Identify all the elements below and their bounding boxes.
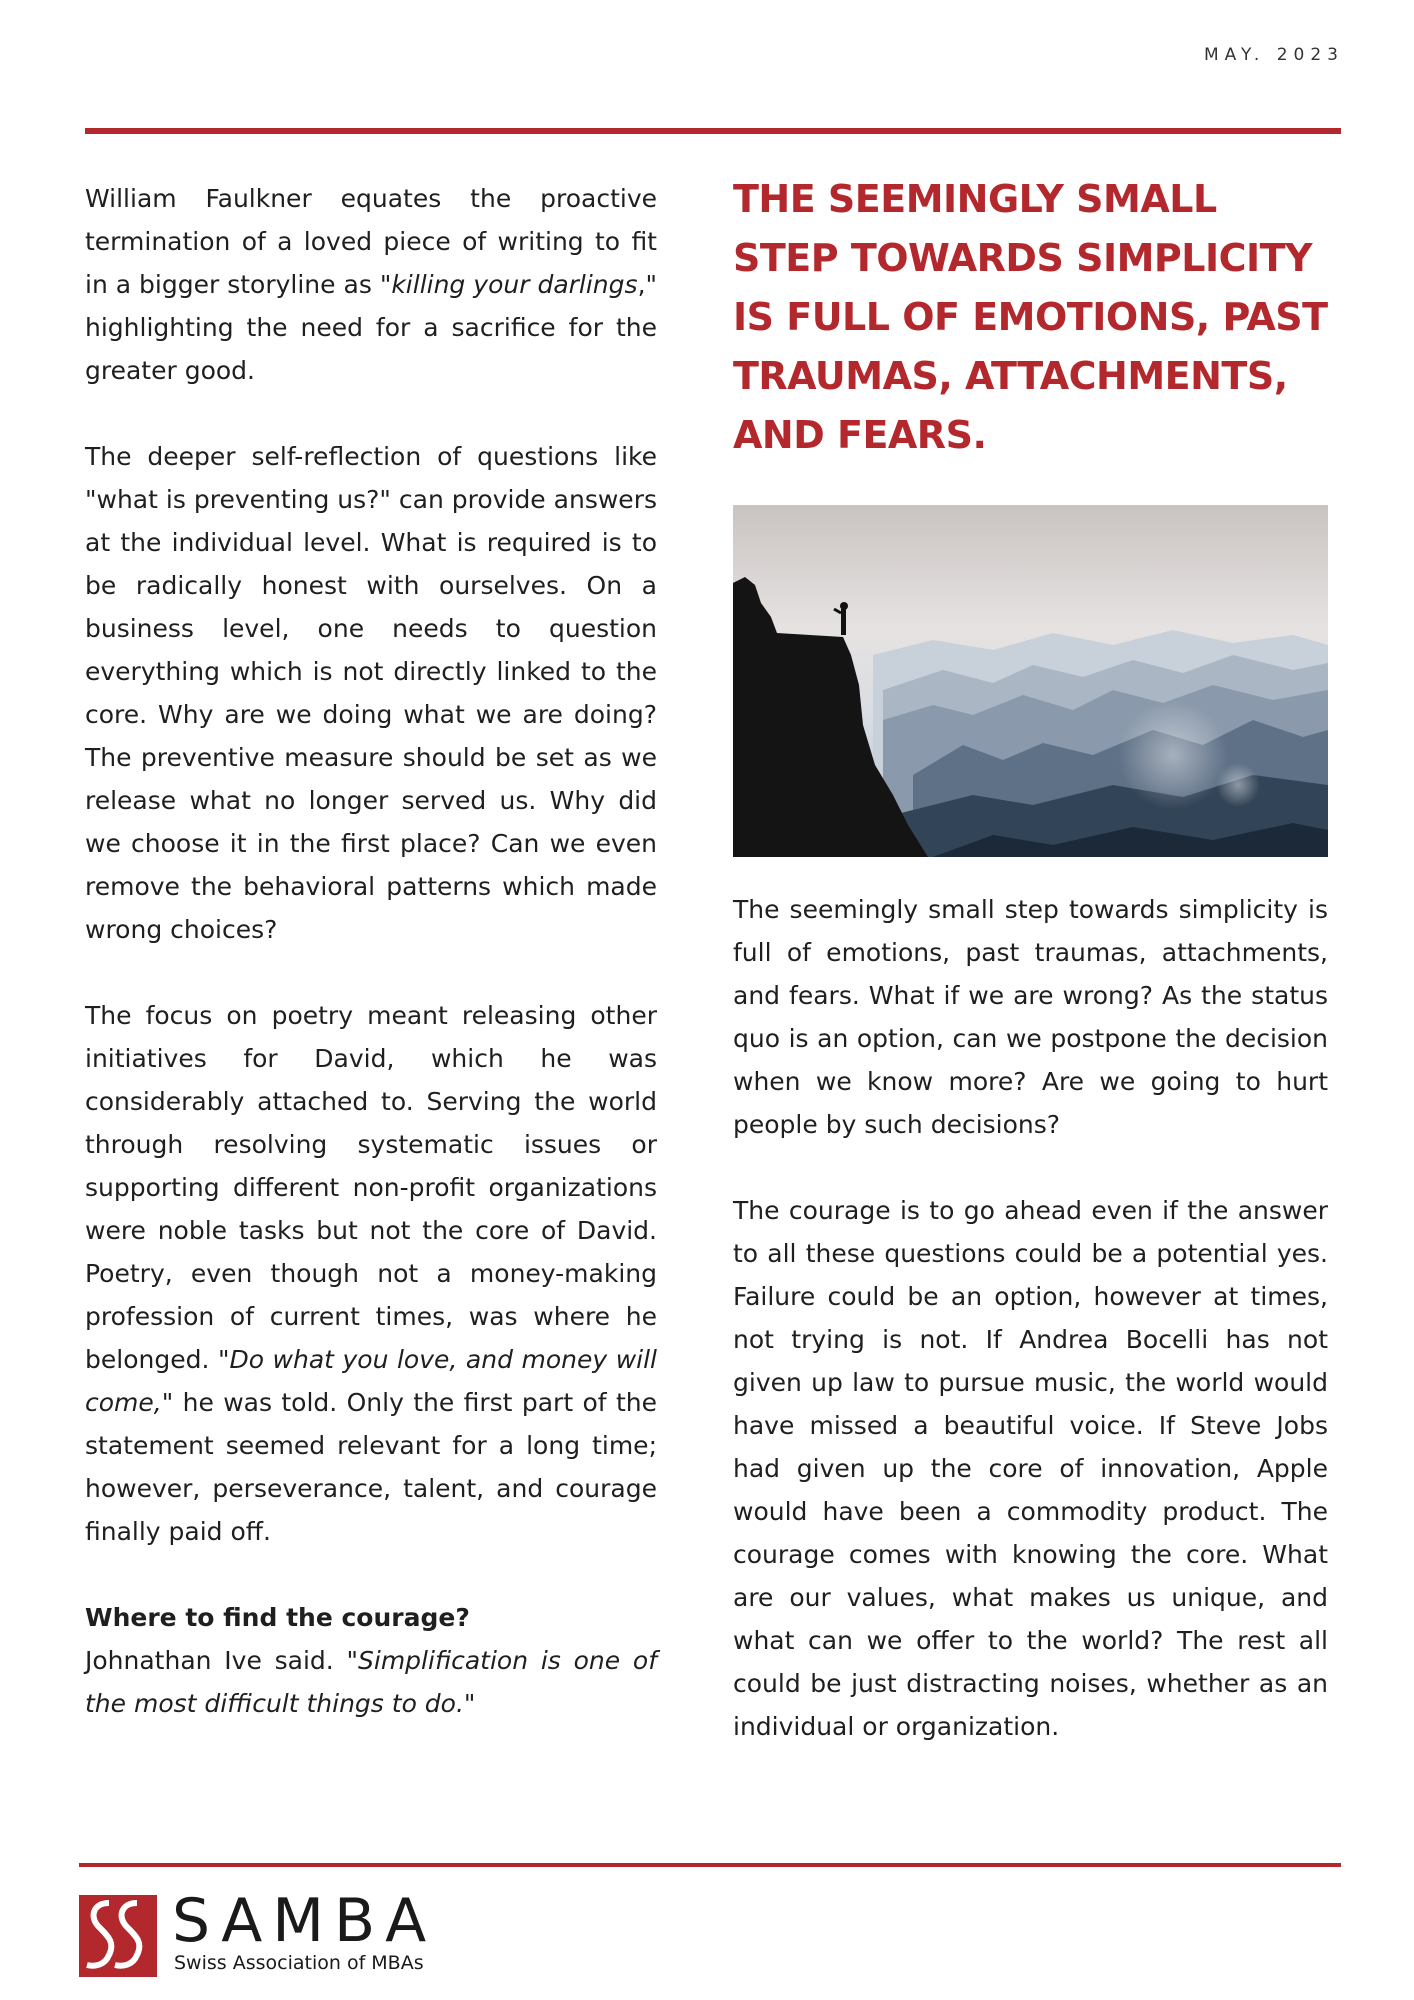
paragraph-courage: The courage is to go ahead even if the answer to all these questions could be a potential yes. Failure could be an option, however at times, not trying is not. If Andrea Bocelli has not given up law to pursue music, the world would have missed a beautiful voice. If Steve Jobs had given up the core of innovation, Apple would have been a commodity product. The courage comes with knowing the core. What are our values, what makes us unique, and what can we offer to the world? The rest all could be just distracting noises, whether as an individual or organization. xyxy=(733,1196,1328,1741)
pull-quote-headline: THE SEEMINGLY SMALL STEP TOWARDS SIMPLICITY IS FULL OF EMOTIONS, PAST TRAUMAS, ATTACHMENTS, AND FEARS. xyxy=(733,177,1328,457)
bottom-divider xyxy=(79,1863,1341,1867)
paragraph-poetry-focus: The focus on poetry meant releasing other initiatives for David, which he was considerably attached to. Serving the world through resolving systematic issues or supporting different non-profit organizations were noble tasks but not the core of David. Poetry, even though not a money-making profession of current times, was where he belonged. "Do what you love, and money will come," he was told. Only the first part of the statement seemed relevant for a long time; however, perseverance, talent, and courage finally paid off. xyxy=(85,1001,657,1546)
paragraph-faulkner: William Faulkner equates the proactive termination of a loved piece of writing to fit in a bigger storyline as "killing your darlings," highlighting the need for a sacrifice for the greater good. xyxy=(85,184,658,385)
paragraph-ive-quote: Johnathan Ive said. "Simplification is one of the most difficult things to do." xyxy=(85,1646,657,1718)
paragraph-self-reflection: The deeper self-reflection of questions like "what is preventing us?" can provide answers at the individual level. What is required is to be radically honest with ourselves. On a business level, one needs to question everything which is not directly linked to the core. Why are we doing what we are doing? The preventive measure should be set as we release what no longer served us. Why did we choose it in the first place? Can we even remove the behavioral patterns which made wrong choices? xyxy=(85,442,657,944)
logo-wordmark: SAMBA xyxy=(172,1886,437,1956)
top-divider xyxy=(85,128,1341,134)
paragraph-small-step: The seemingly small step towards simplicity is full of emotions, past traumas, attachments, and fears. What if we are wrong? As the status quo is an option, can we postpone the decision when we know more? Are we going to hurt people by such decisions? xyxy=(733,895,1328,1139)
left-column xyxy=(85,177,657,1725)
samba-logo xyxy=(79,1886,459,1980)
logo-tagline: Swiss Association of MBAs xyxy=(174,1952,424,1974)
samba-logo-mark-icon xyxy=(79,1895,157,1977)
right-column xyxy=(733,888,1328,1748)
issue-date: MAY. 2023 xyxy=(1204,45,1344,65)
section-subheading: Where to find the courage? xyxy=(85,1603,470,1632)
mountain-photo xyxy=(733,505,1328,857)
